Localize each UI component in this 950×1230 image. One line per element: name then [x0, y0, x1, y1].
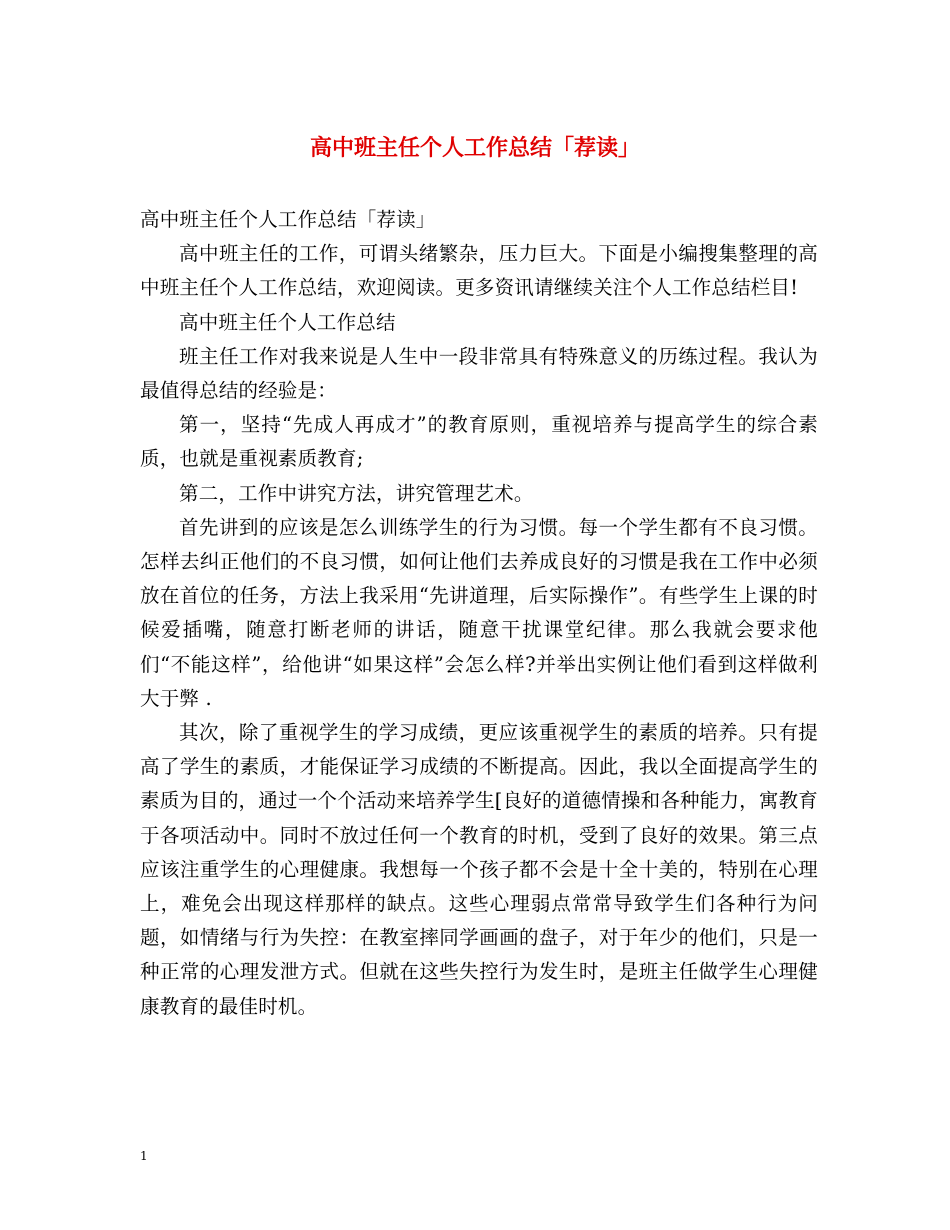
paragraph: 第一，坚持“先成人再成才”的教育原则，重视培养与提高学生的综合素质，也就是重视素质教育;	[140, 413, 818, 471]
paragraph-subheading: 高中班主任个人工作总结	[179, 310, 396, 334]
paragraph: 其次，除了重视学生的学习成绩，更应该重视学生的素质的培养。只有提高了学生的素质，才能保证学习成绩的不断提高。因此，我以全面提高学生的素质为目的，通过一个个活动来培养学生[良好的道德情操和各种能力，寓教育于各项活动中。同时不放过任何一个教育的时机，受到了良好的效果。第三点应该注重学生的心理健康。我想每一个孩子都不会是十全十美的，特别在心理上，难免会出现这样那样的缺点。这些心理弱点常常导致学生们各种行为问题，如情绪与行为失控：在教室摔同学画画的盘子，对于年少的他们，只是一种正常的心理发泄方式。但就在这些失控行为发生时，是班主任做学生心理健康教育的最佳时机。	[140, 721, 818, 1018]
paragraph-heading: 高中班主任个人工作总结「荐读」	[140, 208, 436, 231]
paragraph: 班主任工作对我来说是人生中一段非常具有特殊意义的历练过程。我认为最值得总结的经验是：	[140, 344, 818, 403]
paragraph: 高中班主任的工作，可谓头绪繁杂，压力巨大。下面是小编搜集整理的高中班主任个人工作总结，欢迎阅读。更多资讯请继续关注个人工作总结栏目!	[140, 242, 818, 300]
document-title: 高中班主任个人工作总结「荐读」	[309, 135, 640, 161]
paragraph: 第二，工作中讲究方法，讲究管理艺术。	[179, 481, 534, 505]
document-body	[140, 203, 818, 1024]
page-number: 1	[140, 1149, 148, 1163]
paragraph: 首先讲到的应该是怎么训练学生的行为习惯。每一个学生都有不良习惯。怎样去纠正他们的不良习惯，如何让他们去养成良好的习惯是我在工作中必须放在首位的任务，方法上我采用“先讲道理，后实际操作”。有些学生上课的时候爱插嘴，随意打断老师的讲话，随意干扰课堂纪律。那么我就会要求他们“不能这样”，给他讲“如果这样”会怎么样?并举出实例让他们看到这样做利大于弊 .	[140, 515, 818, 710]
